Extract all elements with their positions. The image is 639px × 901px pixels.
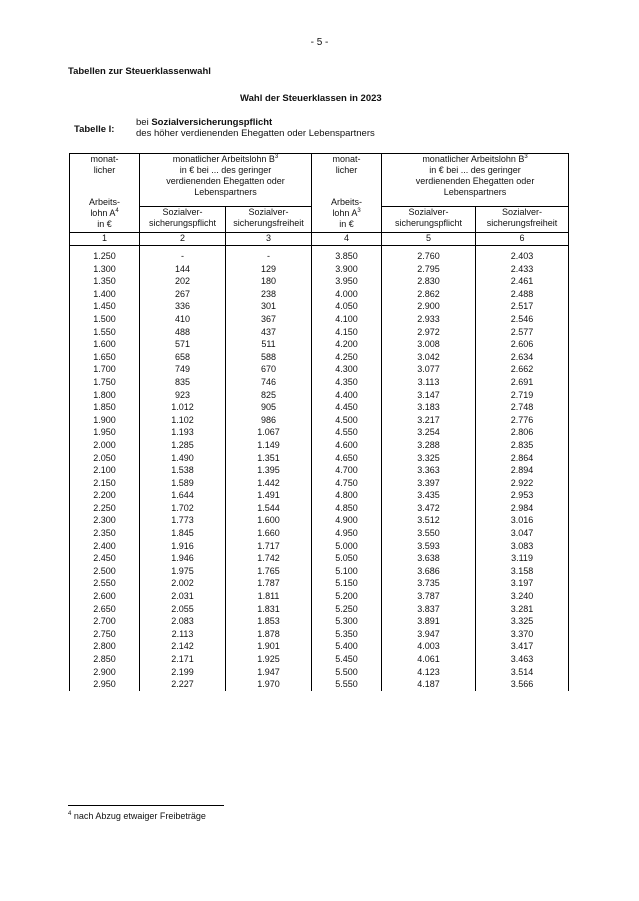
table-cell: 4.000 [312,288,382,301]
table-cell: 1.490 [140,452,226,465]
table-cell: 2.433 [476,263,569,276]
table-cell: - [226,246,312,263]
table-cell: 2.517 [476,300,569,313]
column-number: 1 [70,233,140,246]
table-cell: 2.864 [476,452,569,465]
table-cell: 4.750 [312,477,382,490]
table-cell: 3.593 [382,540,476,553]
table-cell: 3.016 [476,514,569,527]
table-cell: 2.227 [140,678,226,691]
table-cell: 1.773 [140,514,226,527]
table-row [70,338,569,351]
table-cell: 2.800 [70,640,140,653]
table-cell: 1.544 [226,502,312,515]
table-cell: 2.830 [382,275,476,288]
table-cell: 1.102 [140,414,226,427]
table-cell: 4.250 [312,351,382,364]
footnote: $^4$ nach Abzug etwaiger Freibeträge [68,811,206,821]
table-cell: - [140,246,226,263]
table-cell: 746 [226,376,312,389]
table-cell: 3.638 [382,552,476,565]
table-row [70,439,569,452]
table-cell: 905 [226,401,312,414]
table-cell: 1.400 [70,288,140,301]
table-cell: 3.217 [382,414,476,427]
table-row [70,527,569,540]
table-cell: 2.199 [140,666,226,679]
table-cell: 3.417 [476,640,569,653]
table-cell: 1.351 [226,452,312,465]
table-cell: 1.878 [226,628,312,641]
table-cell: 2.450 [70,552,140,565]
table-cell: 3.463 [476,653,569,666]
table-cell: 3.077 [382,363,476,376]
table-cell: 2.662 [476,363,569,376]
header-sub-frei-1: Sozialver- sicherungsfreiheit [226,207,312,233]
table-cell: 2.922 [476,477,569,490]
table-cell: 5.350 [312,628,382,641]
table-cell: 4.350 [312,376,382,389]
table-cell: 2.750 [70,628,140,641]
table-cell: 4.950 [312,527,382,540]
table-cell: 2.461 [476,275,569,288]
table-cell: 267 [140,288,226,301]
column-number: 3 [226,233,312,246]
table-cell: 2.250 [70,502,140,515]
header-col-b-group: monatlicher Arbeitslohn $B^3$ in € bei ... des geringer verdienenden Ehegatten oder Lebenspartners [140,154,312,207]
table-cell: 1.285 [140,439,226,452]
table-row [70,615,569,628]
table-cell: 2.634 [476,351,569,364]
table-row [70,389,569,402]
table-row [70,552,569,565]
table-cell: 1.300 [70,263,140,276]
table-cell: 2.795 [382,263,476,276]
table-cell: 4.100 [312,313,382,326]
table-cell: 2.776 [476,414,569,427]
table-cell: 1.149 [226,439,312,452]
table-cell: 3.900 [312,263,382,276]
table-cell: 2.150 [70,477,140,490]
table-cell: 5.200 [312,590,382,603]
table-cell: 3.837 [382,603,476,616]
table-row [70,351,569,364]
table-cell: 835 [140,376,226,389]
table-cell: 2.650 [70,603,140,616]
table-cell: 1.589 [140,477,226,490]
table-cell: 3.514 [476,666,569,679]
table-cell: 2.933 [382,313,476,326]
table-cell: 1.491 [226,489,312,502]
table-cell: 3.512 [382,514,476,527]
table-cell: 1.900 [70,414,140,427]
table-cell: 1.660 [226,527,312,540]
table-cell: 749 [140,363,226,376]
table-cell: 2.002 [140,577,226,590]
table-row [70,502,569,515]
table-cell: 3.113 [382,376,476,389]
table-cell: 5.400 [312,640,382,653]
table-cell: 1.750 [70,376,140,389]
table-cell: 1.970 [226,678,312,691]
table-cell: 2.600 [70,590,140,603]
table-cell: 4.600 [312,439,382,452]
table-cell: 3.047 [476,527,569,540]
table-cell: 923 [140,389,226,402]
table-cell: 4.700 [312,464,382,477]
table-cell: 2.200 [70,489,140,502]
table-cell: 1.850 [70,401,140,414]
table-cell: 180 [226,275,312,288]
table-cell: 5.150 [312,577,382,590]
table-cell: 4.200 [312,338,382,351]
table-cell: 5.550 [312,678,382,691]
table-cell: 301 [226,300,312,313]
header-sub-pflicht-1: Sozialver- sicherungspflicht [140,207,226,233]
table-cell: 3.288 [382,439,476,452]
table-cell: 3.240 [476,590,569,603]
table-cell: 2.835 [476,439,569,452]
table-cell: 825 [226,389,312,402]
table-desc-bold: Sozialversicherungspflicht [151,117,273,128]
table-cell: 2.055 [140,603,226,616]
table-cell: 3.566 [476,678,569,691]
table-cell: 2.500 [70,565,140,578]
table-desc-line2: des höher verdienenden Ehegatten oder Lebenspartners [136,128,375,139]
page-title: Wahl der Steuerklassen in 2023 [240,93,382,104]
table-cell: 2.900 [70,666,140,679]
table-row [70,640,569,653]
table-cell: 5.100 [312,565,382,578]
table-cell: 5.250 [312,603,382,616]
table-cell: 2.550 [70,577,140,590]
table-cell: 588 [226,351,312,364]
table-cell: 1.350 [70,275,140,288]
table-row [70,376,569,389]
table-row [70,313,569,326]
table-cell: 5.500 [312,666,382,679]
table-cell: 4.123 [382,666,476,679]
table-cell: 3.083 [476,540,569,553]
table-row [70,263,569,276]
table-cell: 2.760 [382,246,476,263]
table-row [70,628,569,641]
table-cell: 3.735 [382,577,476,590]
column-number: 4 [312,233,382,246]
table-cell: 4.550 [312,426,382,439]
table-cell: 3.550 [382,527,476,540]
table-cell: 1.853 [226,615,312,628]
table-row [70,275,569,288]
table-cell: 4.450 [312,401,382,414]
table-description [136,117,375,139]
table-body [70,246,569,691]
table-cell: 1.538 [140,464,226,477]
table-cell: 3.197 [476,577,569,590]
table-row [70,326,569,339]
table-cell: 3.891 [382,615,476,628]
table-cell: 1.550 [70,326,140,339]
table-cell: 3.119 [476,552,569,565]
table-cell: 1.950 [70,426,140,439]
table-cell: 5.000 [312,540,382,553]
table-cell: 2.113 [140,628,226,641]
table-cell: 3.472 [382,502,476,515]
table-row [70,489,569,502]
table-row [70,464,569,477]
table-cell: 3.008 [382,338,476,351]
table-cell: 2.142 [140,640,226,653]
table-row [70,300,569,313]
table-row [70,678,569,691]
table-row [70,363,569,376]
table-cell: 5.050 [312,552,382,565]
page-number: - 5 - [310,37,329,48]
table-cell: 5.450 [312,653,382,666]
table-cell: 3.325 [476,615,569,628]
table-cell: 1.250 [70,246,140,263]
table-cell: 1.450 [70,300,140,313]
table-cell: 670 [226,363,312,376]
table-row [70,666,569,679]
table-cell: 3.158 [476,565,569,578]
table-cell: 2.806 [476,426,569,439]
table-cell: 3.850 [312,246,382,263]
table-cell: 2.000 [70,439,140,452]
table-row [70,540,569,553]
table-cell: 2.894 [476,464,569,477]
table-cell: 1.067 [226,426,312,439]
table-cell: 4.900 [312,514,382,527]
table-cell: 1.717 [226,540,312,553]
section-heading: Tabellen zur Steuerklassenwahl [68,66,211,77]
table-row [70,414,569,427]
table-cell: 2.300 [70,514,140,527]
table-cell: 2.950 [70,678,140,691]
table-cell: 367 [226,313,312,326]
header-col-d: monat- licher Arbeits- lohn $A^3$ in € [312,154,382,233]
table-cell: 1.901 [226,640,312,653]
table-cell: 2.050 [70,452,140,465]
table-cell: 1.644 [140,489,226,502]
table-row [70,246,569,263]
table-cell: 3.147 [382,389,476,402]
table-cell: 2.850 [70,653,140,666]
table-cell: 4.800 [312,489,382,502]
table-cell: 4.500 [312,414,382,427]
table-cell: 1.811 [226,590,312,603]
table-cell: 1.600 [70,338,140,351]
table-cell: 1.765 [226,565,312,578]
table-cell: 2.171 [140,653,226,666]
table-cell: 2.972 [382,326,476,339]
table-desc-prefix: bei [136,117,152,128]
table-cell: 1.193 [140,426,226,439]
table-cell: 3.042 [382,351,476,364]
column-number: 2 [140,233,226,246]
table-cell: 1.925 [226,653,312,666]
table-cell: 238 [226,288,312,301]
table-cell: 4.400 [312,389,382,402]
table-cell: 1.787 [226,577,312,590]
table-cell: 4.650 [312,452,382,465]
table-cell: 1.845 [140,527,226,540]
table-cell: 4.150 [312,326,382,339]
table-cell: 4.300 [312,363,382,376]
table-cell: 1.800 [70,389,140,402]
table-row [70,288,569,301]
table-cell: 2.748 [476,401,569,414]
table-cell: 4.187 [382,678,476,691]
table-cell: 1.916 [140,540,226,553]
table-row [70,426,569,439]
table-cell: 1.742 [226,552,312,565]
table-row [70,590,569,603]
table-row [70,603,569,616]
table-row [70,514,569,527]
table-cell: 1.012 [140,401,226,414]
table-cell: 3.363 [382,464,476,477]
table-cell: 2.691 [476,376,569,389]
table-cell: 4.003 [382,640,476,653]
table-cell: 3.397 [382,477,476,490]
column-number: 6 [476,233,569,246]
table-cell: 2.577 [476,326,569,339]
table-cell: 129 [226,263,312,276]
table-row [70,452,569,465]
table-cell: 488 [140,326,226,339]
table-cell: 2.700 [70,615,140,628]
table-cell: 2.900 [382,300,476,313]
table-cell: 511 [226,338,312,351]
table-cell: 2.488 [476,288,569,301]
table-cell: 2.400 [70,540,140,553]
table-cell: 2.862 [382,288,476,301]
table-row [70,577,569,590]
table-cell: 2.403 [476,246,569,263]
header-sub-frei-2: Sozialver- sicherungsfreiheit [476,207,569,233]
table-cell: 1.947 [226,666,312,679]
table-cell: 3.435 [382,489,476,502]
header-sub-pflicht-2: Sozialver- sicherungspflicht [382,207,476,233]
table-cell: 4.850 [312,502,382,515]
table-cell: 3.950 [312,275,382,288]
table-row [70,401,569,414]
table-cell: 4.061 [382,653,476,666]
table-cell: 1.395 [226,464,312,477]
table-cell: 658 [140,351,226,364]
header-col-a: monat- licher Arbeits- lohn $A^4$ in € [70,154,140,233]
table-cell: 3.281 [476,603,569,616]
table-cell: 2.719 [476,389,569,402]
table-cell: 1.975 [140,565,226,578]
table-cell: 3.183 [382,401,476,414]
table-cell: 1.650 [70,351,140,364]
table-label: Tabelle I: [74,124,115,135]
table-row [70,565,569,578]
header-col-e-group: monatlicher Arbeitslohn $B^3$ in € bei ... des geringer verdienenden Ehegatten oder Lebenspartners [382,154,569,207]
table-cell: 1.600 [226,514,312,527]
table-cell: 1.500 [70,313,140,326]
table-cell: 144 [140,263,226,276]
table-cell: 986 [226,414,312,427]
table-cell: 336 [140,300,226,313]
footnote-divider [68,805,224,806]
table-cell: 202 [140,275,226,288]
table-row [70,653,569,666]
table-cell: 2.031 [140,590,226,603]
table-cell: 410 [140,313,226,326]
table-cell: 2.100 [70,464,140,477]
table-cell: 3.947 [382,628,476,641]
table-cell: 2.083 [140,615,226,628]
table-row [70,477,569,490]
table-cell: 1.831 [226,603,312,616]
table-cell: 2.546 [476,313,569,326]
table-cell: 1.700 [70,363,140,376]
table-cell: 3.686 [382,565,476,578]
table-cell: 1.442 [226,477,312,490]
table-cell: 2.953 [476,489,569,502]
steuerklassen-table [69,153,568,691]
table-cell: 2.984 [476,502,569,515]
table-cell: 1.946 [140,552,226,565]
table-cell: 1.702 [140,502,226,515]
table-cell: 3.325 [382,452,476,465]
table-cell: 571 [140,338,226,351]
table-cell: 437 [226,326,312,339]
table-cell: 3.254 [382,426,476,439]
table-cell: 5.300 [312,615,382,628]
table-cell: 2.350 [70,527,140,540]
table-cell: 3.787 [382,590,476,603]
table-cell: 2.606 [476,338,569,351]
table-cell: 4.050 [312,300,382,313]
column-number: 5 [382,233,476,246]
table-cell: 3.370 [476,628,569,641]
